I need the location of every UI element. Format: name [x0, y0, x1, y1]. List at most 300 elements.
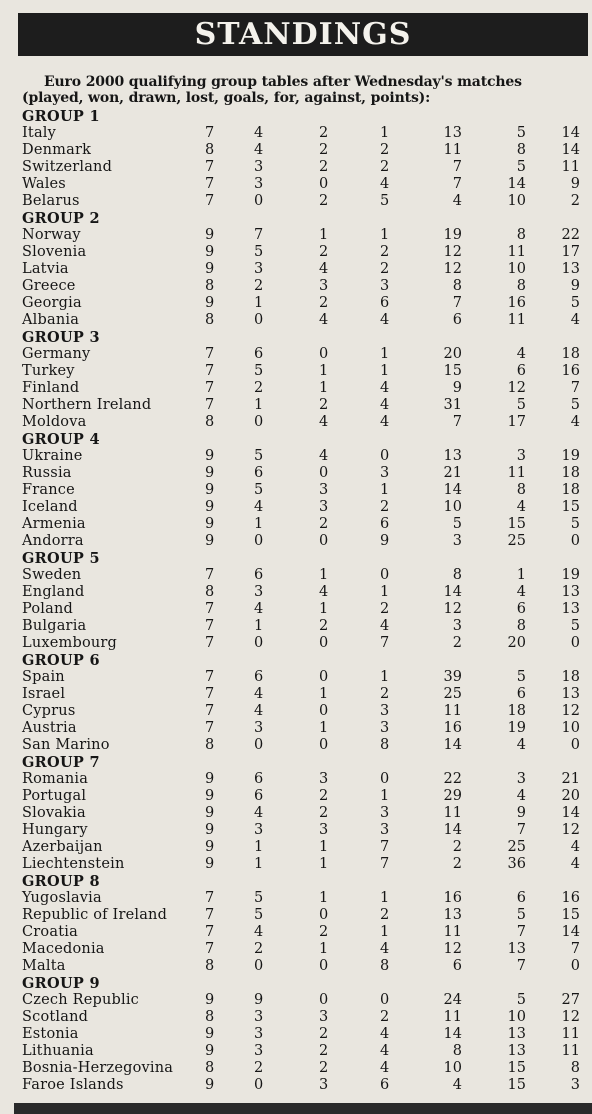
team-name: Israel — [22, 686, 66, 702]
goals-against: 7 — [516, 924, 526, 940]
points: 14 — [561, 805, 580, 821]
played: 9 — [205, 822, 215, 838]
goals-for: 2 — [452, 856, 462, 872]
goals-against: 16 — [507, 295, 526, 311]
lost: 1 — [380, 346, 390, 362]
team-name: Germany — [22, 346, 91, 362]
team-name: Northern Ireland — [22, 397, 152, 413]
points: 14 — [561, 142, 580, 158]
goals-against: 1 — [516, 567, 526, 583]
table-row — [22, 159, 584, 176]
group-table — [22, 754, 584, 873]
points: 4 — [570, 414, 580, 430]
drawn: 1 — [319, 686, 329, 702]
won: 5 — [254, 244, 264, 260]
goals-for: 31 — [443, 397, 462, 413]
table-row — [22, 720, 584, 737]
table-row — [22, 584, 584, 601]
points: 0 — [570, 737, 580, 753]
won: 9 — [254, 992, 264, 1008]
team-name: Switzerland — [22, 159, 113, 175]
points: 10 — [561, 720, 580, 736]
lost: 0 — [380, 567, 390, 583]
lost: 4 — [380, 397, 390, 413]
drawn: 0 — [319, 669, 329, 685]
won: 4 — [254, 499, 264, 515]
won: 4 — [254, 805, 264, 821]
goals-against: 11 — [507, 244, 526, 260]
bottom-rule — [14, 1103, 592, 1114]
played: 7 — [205, 397, 215, 413]
goals-for: 3 — [452, 533, 462, 549]
lost: 4 — [380, 176, 390, 192]
points: 9 — [570, 176, 580, 192]
team-name: Czech Republic — [22, 992, 139, 1008]
played: 7 — [205, 567, 215, 583]
drawn: 0 — [319, 992, 329, 1008]
drawn: 1 — [319, 227, 329, 243]
table-row — [22, 907, 584, 924]
standings-table — [22, 108, 584, 1094]
goals-against: 4 — [516, 499, 526, 515]
won: 5 — [254, 907, 264, 923]
goals-for: 25 — [443, 686, 462, 702]
lost: 3 — [380, 720, 390, 736]
points: 5 — [570, 295, 580, 311]
goals-against: 4 — [516, 584, 526, 600]
goals-against: 13 — [507, 1026, 526, 1042]
points: 11 — [561, 1043, 580, 1059]
goals-for: 11 — [443, 1009, 462, 1025]
table-row — [22, 1009, 584, 1026]
goals-for: 14 — [443, 822, 462, 838]
goals-against: 17 — [507, 414, 526, 430]
played: 9 — [205, 1077, 215, 1093]
won: 4 — [254, 125, 264, 141]
lost: 4 — [380, 618, 390, 634]
won: 0 — [254, 533, 264, 549]
won: 2 — [254, 1060, 264, 1076]
played: 9 — [205, 771, 215, 787]
group-heading: GROUP 1 — [22, 108, 100, 125]
played: 9 — [205, 465, 215, 481]
goals-against: 13 — [507, 941, 526, 957]
played: 9 — [205, 805, 215, 821]
goals-for: 6 — [452, 312, 462, 328]
team-name: Greece — [22, 278, 76, 294]
team-name: Faroe Islands — [22, 1077, 124, 1093]
goals-against: 5 — [516, 669, 526, 685]
team-name: Poland — [22, 601, 74, 617]
played: 9 — [205, 482, 215, 498]
lost: 8 — [380, 958, 390, 974]
lost: 4 — [380, 941, 390, 957]
table-row — [22, 1043, 584, 1060]
team-name: Armenia — [22, 516, 86, 532]
lost: 5 — [380, 193, 390, 209]
goals-against: 5 — [516, 159, 526, 175]
table-row — [22, 1026, 584, 1043]
goals-for: 21 — [443, 465, 462, 481]
drawn: 2 — [319, 142, 329, 158]
played: 7 — [205, 686, 215, 702]
goals-for: 7 — [452, 414, 462, 430]
goals-against: 6 — [516, 686, 526, 702]
goals-against: 5 — [516, 992, 526, 1008]
won: 3 — [254, 159, 264, 175]
table-row — [22, 924, 584, 941]
lost: 1 — [380, 669, 390, 685]
lost: 6 — [380, 516, 390, 532]
group-table — [22, 108, 584, 210]
goals-against: 6 — [516, 363, 526, 379]
table-row — [22, 839, 584, 856]
group-heading: GROUP 5 — [22, 550, 100, 567]
won: 4 — [254, 924, 264, 940]
table-row — [22, 414, 584, 431]
team-name: Estonia — [22, 1026, 79, 1042]
table-row — [22, 703, 584, 720]
points: 19 — [561, 567, 580, 583]
goals-against: 20 — [507, 635, 526, 651]
drawn: 2 — [319, 788, 329, 804]
goals-against: 11 — [507, 465, 526, 481]
points: 12 — [561, 822, 580, 838]
goals-for: 11 — [443, 805, 462, 821]
points: 7 — [570, 941, 580, 957]
goals-against: 10 — [507, 261, 526, 277]
goals-for: 3 — [452, 618, 462, 634]
played: 8 — [205, 1060, 215, 1076]
drawn: 4 — [319, 261, 329, 277]
points: 4 — [570, 856, 580, 872]
lost: 2 — [380, 261, 390, 277]
drawn: 0 — [319, 465, 329, 481]
won: 1 — [254, 856, 264, 872]
lost: 9 — [380, 533, 390, 549]
drawn: 1 — [319, 720, 329, 736]
drawn: 2 — [319, 125, 329, 141]
goals-against: 8 — [516, 482, 526, 498]
drawn: 0 — [319, 907, 329, 923]
table-row — [22, 618, 584, 635]
drawn: 4 — [319, 414, 329, 430]
team-name: Slovenia — [22, 244, 87, 260]
table-row — [22, 176, 584, 193]
goals-for: 8 — [452, 567, 462, 583]
team-name: Wales — [22, 176, 66, 192]
table-row — [22, 397, 584, 414]
goals-against: 25 — [507, 533, 526, 549]
goals-against: 7 — [516, 958, 526, 974]
drawn: 2 — [319, 397, 329, 413]
group-heading: GROUP 7 — [22, 754, 100, 771]
goals-against: 3 — [516, 448, 526, 464]
goals-for: 20 — [443, 346, 462, 362]
points: 13 — [561, 601, 580, 617]
team-name: England — [22, 584, 85, 600]
table-row — [22, 516, 584, 533]
won: 3 — [254, 261, 264, 277]
team-name: Latvia — [22, 261, 69, 277]
team-name: France — [22, 482, 75, 498]
won: 2 — [254, 380, 264, 396]
won: 3 — [254, 822, 264, 838]
team-name: Bosnia-Herzegovina — [22, 1060, 174, 1076]
table-row — [22, 363, 584, 380]
goals-for: 8 — [452, 278, 462, 294]
drawn: 1 — [319, 856, 329, 872]
played: 7 — [205, 346, 215, 362]
drawn: 0 — [319, 176, 329, 192]
goals-against: 19 — [507, 720, 526, 736]
goals-for: 2 — [452, 839, 462, 855]
lost: 2 — [380, 686, 390, 702]
lost: 1 — [380, 890, 390, 906]
played: 9 — [205, 244, 215, 260]
table-row — [22, 601, 584, 618]
goals-against: 4 — [516, 346, 526, 362]
points: 5 — [570, 397, 580, 413]
team-name: Georgia — [22, 295, 82, 311]
played: 7 — [205, 907, 215, 923]
team-name: Portugal — [22, 788, 87, 804]
drawn: 0 — [319, 533, 329, 549]
goals-against: 15 — [507, 516, 526, 532]
team-name: Hungary — [22, 822, 88, 838]
lost: 4 — [380, 1026, 390, 1042]
won: 3 — [254, 584, 264, 600]
points: 21 — [561, 771, 580, 787]
played: 9 — [205, 1043, 215, 1059]
played: 9 — [205, 992, 215, 1008]
won: 2 — [254, 941, 264, 957]
points: 19 — [561, 448, 580, 464]
played: 7 — [205, 193, 215, 209]
points: 13 — [561, 584, 580, 600]
points: 12 — [561, 1009, 580, 1025]
team-name: Azerbaijan — [22, 839, 103, 855]
won: 1 — [254, 618, 264, 634]
lost: 3 — [380, 822, 390, 838]
table-row — [22, 227, 584, 244]
points: 2 — [570, 193, 580, 209]
won: 4 — [254, 142, 264, 158]
goals-against: 4 — [516, 788, 526, 804]
won: 1 — [254, 397, 264, 413]
won: 0 — [254, 414, 264, 430]
standings-banner — [18, 13, 588, 56]
points: 18 — [561, 669, 580, 685]
lost: 7 — [380, 856, 390, 872]
won: 6 — [254, 669, 264, 685]
points: 16 — [561, 890, 580, 906]
group-table — [22, 210, 584, 329]
lost: 0 — [380, 992, 390, 1008]
won: 0 — [254, 635, 264, 651]
drawn: 4 — [319, 448, 329, 464]
table-row — [22, 482, 584, 499]
won: 6 — [254, 465, 264, 481]
drawn: 3 — [319, 771, 329, 787]
drawn: 4 — [319, 584, 329, 600]
played: 8 — [205, 737, 215, 753]
goals-against: 13 — [507, 1043, 526, 1059]
group-heading: GROUP 4 — [22, 431, 100, 448]
goals-for: 9 — [452, 380, 462, 396]
goals-against: 36 — [507, 856, 526, 872]
won: 3 — [254, 720, 264, 736]
goals-for: 29 — [443, 788, 462, 804]
intro-text — [22, 74, 588, 106]
played: 8 — [205, 414, 215, 430]
points: 0 — [570, 635, 580, 651]
goals-for: 4 — [452, 193, 462, 209]
played: 7 — [205, 703, 215, 719]
points: 27 — [561, 992, 580, 1008]
group-heading: GROUP 8 — [22, 873, 100, 890]
group-table — [22, 550, 584, 652]
played: 9 — [205, 856, 215, 872]
table-row — [22, 312, 584, 329]
goals-for: 13 — [443, 125, 462, 141]
won: 4 — [254, 686, 264, 702]
played: 7 — [205, 669, 215, 685]
points: 20 — [561, 788, 580, 804]
lost: 2 — [380, 142, 390, 158]
table-row — [22, 295, 584, 312]
goals-against: 14 — [507, 176, 526, 192]
goals-for: 14 — [443, 584, 462, 600]
lost: 4 — [380, 312, 390, 328]
points: 18 — [561, 346, 580, 362]
played: 8 — [205, 278, 215, 294]
lost: 2 — [380, 1009, 390, 1025]
points: 4 — [570, 312, 580, 328]
intro-line-1: Euro 2000 qualifying group tables after Wednesday's matches — [44, 74, 522, 90]
drawn: 2 — [319, 295, 329, 311]
played: 9 — [205, 499, 215, 515]
table-row — [22, 125, 584, 142]
group-table — [22, 652, 584, 754]
goals-for: 2 — [452, 635, 462, 651]
won: 0 — [254, 958, 264, 974]
table-row — [22, 567, 584, 584]
drawn: 2 — [319, 1043, 329, 1059]
lost: 2 — [380, 601, 390, 617]
goals-for: 11 — [443, 703, 462, 719]
points: 11 — [561, 159, 580, 175]
drawn: 1 — [319, 839, 329, 855]
points: 14 — [561, 125, 580, 141]
won: 2 — [254, 278, 264, 294]
team-name: Malta — [22, 958, 66, 974]
goals-against: 11 — [507, 312, 526, 328]
drawn: 0 — [319, 346, 329, 362]
won: 6 — [254, 567, 264, 583]
won: 0 — [254, 737, 264, 753]
points: 8 — [570, 1060, 580, 1076]
lost: 3 — [380, 465, 390, 481]
won: 5 — [254, 482, 264, 498]
drawn: 2 — [319, 193, 329, 209]
team-name: Ukraine — [22, 448, 83, 464]
goals-for: 16 — [443, 720, 462, 736]
goals-against: 5 — [516, 125, 526, 141]
played: 9 — [205, 1026, 215, 1042]
won: 1 — [254, 295, 264, 311]
points: 15 — [561, 499, 580, 515]
played: 7 — [205, 380, 215, 396]
table-row — [22, 958, 584, 975]
goals-for: 5 — [452, 516, 462, 532]
drawn: 2 — [319, 924, 329, 940]
team-name: Romania — [22, 771, 89, 787]
played: 8 — [205, 584, 215, 600]
table-row — [22, 669, 584, 686]
goals-for: 4 — [452, 1077, 462, 1093]
points: 3 — [570, 1077, 580, 1093]
played: 8 — [205, 958, 215, 974]
table-row — [22, 805, 584, 822]
lost: 6 — [380, 295, 390, 311]
played: 7 — [205, 176, 215, 192]
points: 14 — [561, 924, 580, 940]
lost: 3 — [380, 278, 390, 294]
goals-against: 10 — [507, 193, 526, 209]
team-name: Spain — [22, 669, 65, 685]
played: 9 — [205, 295, 215, 311]
won: 3 — [254, 176, 264, 192]
goals-against: 7 — [516, 822, 526, 838]
won: 0 — [254, 1077, 264, 1093]
drawn: 0 — [319, 958, 329, 974]
played: 7 — [205, 890, 215, 906]
group-heading: GROUP 3 — [22, 329, 100, 346]
team-name: Luxembourg — [22, 635, 118, 651]
played: 9 — [205, 788, 215, 804]
won: 4 — [254, 601, 264, 617]
won: 1 — [254, 516, 264, 532]
played: 7 — [205, 941, 215, 957]
played: 9 — [205, 839, 215, 855]
lost: 1 — [380, 227, 390, 243]
table-row — [22, 193, 584, 210]
table-row — [22, 856, 584, 873]
played: 7 — [205, 618, 215, 634]
standings-title: STANDINGS — [194, 17, 412, 52]
lost: 6 — [380, 1077, 390, 1093]
goals-for: 7 — [452, 159, 462, 175]
won: 3 — [254, 1026, 264, 1042]
played: 8 — [205, 1009, 215, 1025]
table-row — [22, 278, 584, 295]
points: 0 — [570, 958, 580, 974]
group-heading: GROUP 9 — [22, 975, 100, 992]
table-row — [22, 499, 584, 516]
lost: 4 — [380, 1060, 390, 1076]
goals-for: 12 — [443, 601, 462, 617]
won: 5 — [254, 363, 264, 379]
group-table — [22, 329, 584, 431]
points: 4 — [570, 839, 580, 855]
points: 16 — [561, 363, 580, 379]
team-name: Austria — [22, 720, 77, 736]
table-row — [22, 686, 584, 703]
goals-for: 14 — [443, 737, 462, 753]
played: 9 — [205, 533, 215, 549]
lost: 1 — [380, 788, 390, 804]
